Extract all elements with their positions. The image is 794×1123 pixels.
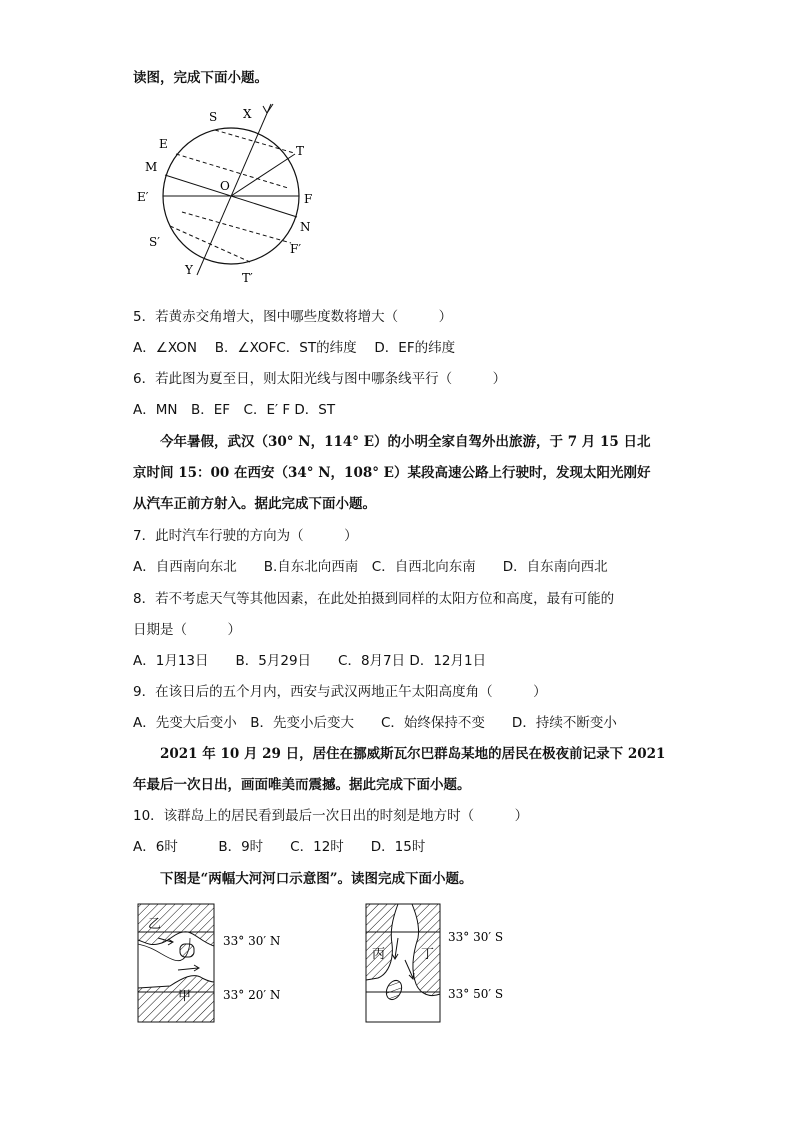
- q9-options: A．先变大后变小 B．先变小后变大 C．始终保持不变 D．持续不断变小: [133, 715, 617, 731]
- q6-stem: 6．若此图为夏至日，则太阳光线与图中哪条线平行（ ）: [133, 371, 507, 387]
- label-f: F: [304, 192, 313, 206]
- q5-stem: 5．若黄赤交角增大，图中哪些度数将增大（ ）: [133, 309, 453, 325]
- label-s: S: [209, 110, 218, 124]
- q8-options: A．1月13日 B．5月29日 C．8月7日 D．12月1日: [133, 653, 487, 669]
- passage2-line2: 京时间 15：00 在西安（34° N，108° E）某段高速公路上行驶时，发现太阳光刚好: [133, 465, 651, 481]
- lat-right-top: 33° 30′ S: [448, 930, 504, 944]
- passage2-line1: 今年暑假，武汉（30° N，114° E）的小明全家自驾外出旅游，于 7 月 15 日北: [160, 434, 651, 450]
- label-t: T: [296, 144, 305, 158]
- q10-stem: 10．该群岛上的居民看到最后一次日出的时刻是地方时（ ）: [133, 808, 529, 824]
- q8-stem-line2: 日期是（ ）: [133, 622, 241, 638]
- label-bing: 丙: [372, 947, 386, 962]
- intro4-text: 下图是“两幅大河河口示意图”。读图完成下面小题。: [160, 871, 473, 887]
- q8-stem-line1: 8．若不考虑天气等其他因素，在此处拍摄到同样的太阳方位和高度，最有可能的: [133, 591, 615, 607]
- line-ef: [176, 154, 288, 188]
- passage2-line3: 从汽车正前方射入。据此完成下面小题。: [133, 496, 376, 512]
- label-s-prime: S′: [149, 235, 160, 249]
- q6-options: A．MN B．EF C．E′ F D．ST: [133, 402, 336, 418]
- label-t-prime: T′: [242, 271, 253, 285]
- axis-xy: [197, 104, 271, 275]
- q7-stem: 7．此时汽车行驶的方向为（ ）: [133, 528, 358, 544]
- intro-text: 读图，完成下面小题。: [133, 70, 268, 86]
- label-e: E: [159, 137, 168, 151]
- q10-options: A．6时 B．9时 C．12时 D．15时: [133, 839, 426, 855]
- q5-options: A．∠XON B．∠XOFC．ST的纬度 D．EF的纬度: [133, 340, 456, 356]
- label-x: X: [243, 107, 252, 121]
- q9-stem: 9．在该日后的五个月内，西安与武汉两地正午太阳高度角（ ）: [133, 684, 547, 700]
- passage3-line1: 2021 年 10 月 29 日，居住在挪威斯瓦尔巴群岛某地的居民在极夜前记录下 2021: [160, 746, 666, 762]
- estuary-right: [366, 904, 503, 1022]
- lat-left-bottom: 33° 20′ N: [223, 988, 281, 1002]
- label-y: Y: [185, 263, 193, 277]
- label-ding: 丁: [421, 947, 435, 962]
- label-e-prime: E′: [137, 190, 149, 204]
- label-yi: 乙: [148, 917, 162, 932]
- lat-left-top: 33° 30′ N: [223, 934, 281, 948]
- label-m: M: [145, 160, 158, 174]
- label-n: N: [300, 220, 311, 234]
- label-jia: 甲: [178, 989, 192, 1004]
- estuary-left: [138, 904, 280, 1022]
- label-f-prime: F′: [290, 242, 302, 256]
- q7-options: A．自西南向东北 B.自东北向西南 C．自西北向东南 D．自东南向西北: [133, 559, 608, 575]
- lat-right-bottom: 33° 50′ S: [448, 987, 504, 1001]
- rotation-arrow: [263, 104, 273, 113]
- globe-diagram: [130, 100, 330, 285]
- estuary-diagrams: [130, 898, 530, 1028]
- passage3-line2: 年最后一次日出，画面唯美而震撼。据此完成下面小题。: [133, 777, 471, 793]
- label-o: O: [220, 179, 230, 193]
